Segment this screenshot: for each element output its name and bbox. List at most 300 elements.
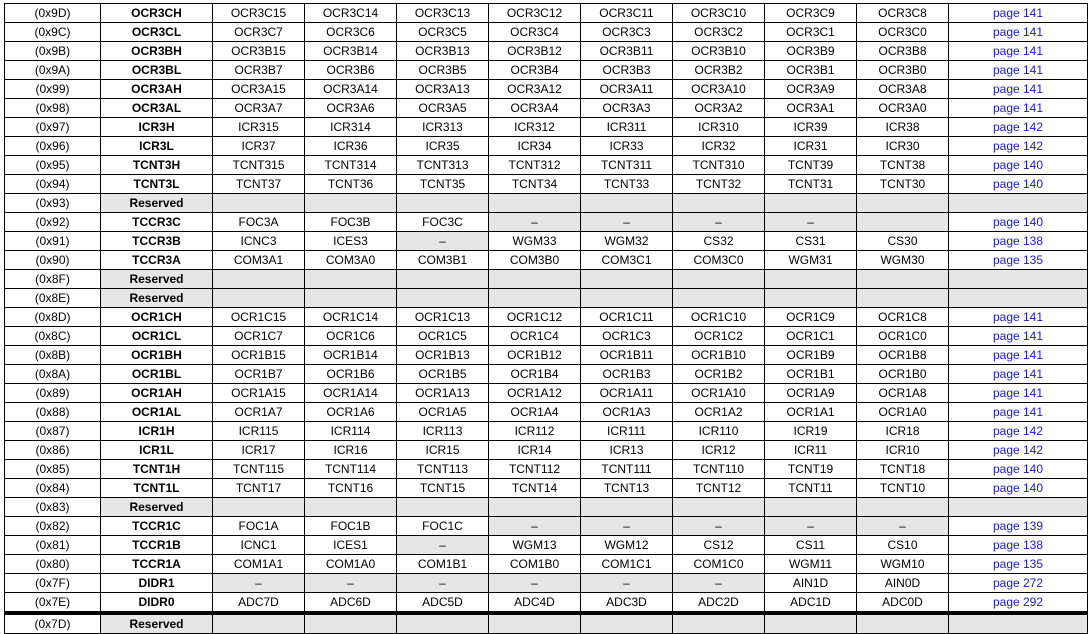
- bit-5: OCR3B5: [397, 61, 489, 80]
- register-address: (0x80): [5, 555, 101, 574]
- bit-1: TCNT19: [765, 460, 857, 479]
- bit-3: OCR1A3: [581, 403, 673, 422]
- page-link[interactable]: page 139: [992, 519, 1044, 533]
- bit-5: OCR3A13: [397, 80, 489, 99]
- page-reference[interactable]: [949, 42, 1088, 61]
- bit-5: ICR15: [397, 441, 489, 460]
- page-link[interactable]: page 142: [992, 139, 1044, 153]
- bit-5: COM3B1: [397, 251, 489, 270]
- bit-3: [581, 498, 673, 517]
- bit-3: ICR311: [581, 118, 673, 137]
- bit-2: CS12: [673, 536, 765, 555]
- bit-6: [305, 194, 397, 213]
- bit-6: OCR1A6: [305, 403, 397, 422]
- page-reference[interactable]: [949, 346, 1088, 365]
- bit-6: OCR1C6: [305, 327, 397, 346]
- bit-1: ICR39: [765, 118, 857, 137]
- register-name: ICR3L: [101, 137, 213, 156]
- bit-4: –: [489, 517, 581, 536]
- table-row: [5, 327, 1088, 346]
- bit-4: [489, 194, 581, 213]
- register-name: TCCR1C: [101, 517, 213, 536]
- bit-4: TCNT14: [489, 479, 581, 498]
- bit-6: OCR3A6: [305, 99, 397, 118]
- bit-6: TCNT36: [305, 175, 397, 194]
- page-reference[interactable]: [949, 536, 1088, 555]
- bit-2: COM1C0: [673, 555, 765, 574]
- register-name: OCR1AH: [101, 384, 213, 403]
- bit-7: [213, 498, 305, 517]
- page-reference[interactable]: [949, 365, 1088, 384]
- page-reference[interactable]: [949, 4, 1088, 23]
- page-link[interactable]: page 142: [992, 120, 1044, 134]
- bit-2: ICR110: [673, 422, 765, 441]
- bit-4: WGM13: [489, 536, 581, 555]
- bit-3: ICR111: [581, 422, 673, 441]
- bit-2: TCNT310: [673, 156, 765, 175]
- table-row: [5, 156, 1088, 175]
- bit-3: OCR1B11: [581, 346, 673, 365]
- register-name: OCR3CL: [101, 23, 213, 42]
- page-link[interactable]: page 141: [992, 101, 1044, 115]
- bit-1: OCR3C9: [765, 4, 857, 23]
- bit-7: ICR115: [213, 422, 305, 441]
- register-address: (0x93): [5, 194, 101, 213]
- bit-6: COM1A0: [305, 555, 397, 574]
- page-reference[interactable]: [949, 308, 1088, 327]
- table-row: [5, 232, 1088, 251]
- bit-5: [397, 194, 489, 213]
- bit-2: OCR1B10: [673, 346, 765, 365]
- register-address: (0x87): [5, 422, 101, 441]
- page-link[interactable]: page 141: [992, 367, 1044, 381]
- register-name: TCCR3A: [101, 251, 213, 270]
- bit-2: [673, 498, 765, 517]
- bit-2: ADC2D: [673, 593, 765, 614]
- page-link[interactable]: page 140: [992, 215, 1044, 229]
- page-reference[interactable]: [949, 118, 1088, 137]
- bit-0: OCR1C0: [857, 327, 949, 346]
- page-reference: [949, 613, 1088, 634]
- page-link[interactable]: page 142: [992, 424, 1044, 438]
- bit-2: OCR3A10: [673, 80, 765, 99]
- register-address: (0x95): [5, 156, 101, 175]
- bit-4: TCNT312: [489, 156, 581, 175]
- register-address: (0x8B): [5, 346, 101, 365]
- table-row: [5, 574, 1088, 593]
- register-name: OCR1CH: [101, 308, 213, 327]
- register-address: (0x7D): [5, 613, 101, 634]
- bit-6: TCNT16: [305, 479, 397, 498]
- bit-3: OCR3C11: [581, 4, 673, 23]
- page-reference[interactable]: [949, 479, 1088, 498]
- page-link[interactable]: page 141: [992, 63, 1044, 77]
- table-row: [5, 99, 1088, 118]
- bit-4: –: [489, 574, 581, 593]
- register-address: (0x9D): [5, 4, 101, 23]
- bit-2: OCR3B10: [673, 42, 765, 61]
- bit-5: ICR35: [397, 137, 489, 156]
- bit-1: CS11: [765, 536, 857, 555]
- register-address: (0x98): [5, 99, 101, 118]
- bit-0: TCNT10: [857, 479, 949, 498]
- bit-7: ICR315: [213, 118, 305, 137]
- bit-2: OCR1C10: [673, 308, 765, 327]
- bit-1: [765, 270, 857, 289]
- page-link[interactable]: page 140: [992, 177, 1044, 191]
- bit-7: TCNT17: [213, 479, 305, 498]
- table-row: [5, 498, 1088, 517]
- register-name: OCR1BL: [101, 365, 213, 384]
- bit-4: [489, 613, 581, 634]
- bit-0: WGM30: [857, 251, 949, 270]
- bit-6: [305, 270, 397, 289]
- bit-2: OCR3A2: [673, 99, 765, 118]
- page-reference[interactable]: [949, 61, 1088, 80]
- bit-7: OCR1C7: [213, 327, 305, 346]
- page-reference[interactable]: [949, 80, 1088, 99]
- bit-6: ICES1: [305, 536, 397, 555]
- bit-6: OCR3C14: [305, 4, 397, 23]
- bit-3: OCR3C3: [581, 23, 673, 42]
- bit-4: OCR1B12: [489, 346, 581, 365]
- bit-1: ADC1D: [765, 593, 857, 614]
- bit-0: WGM10: [857, 555, 949, 574]
- bit-7: OCR3B15: [213, 42, 305, 61]
- bit-5: OCR3B13: [397, 42, 489, 61]
- bit-1: [765, 498, 857, 517]
- bit-4: OCR3B4: [489, 61, 581, 80]
- page-reference[interactable]: [949, 327, 1088, 346]
- bit-3: [581, 270, 673, 289]
- bit-3: –: [581, 574, 673, 593]
- page-reference[interactable]: [949, 137, 1088, 156]
- page-link[interactable]: page 135: [992, 253, 1044, 267]
- register-address: (0x96): [5, 137, 101, 156]
- page-link[interactable]: page 138: [992, 538, 1044, 552]
- page-link[interactable]: page 140: [992, 462, 1044, 476]
- register-name: OCR3AL: [101, 99, 213, 118]
- bit-7: OCR3A15: [213, 80, 305, 99]
- register-name: TCNT3H: [101, 156, 213, 175]
- page-reference[interactable]: [949, 175, 1088, 194]
- register-address: (0x85): [5, 460, 101, 479]
- bit-1: [765, 289, 857, 308]
- register-name: TCCR3B: [101, 232, 213, 251]
- bit-6: [305, 613, 397, 634]
- bit-7: OCR1A15: [213, 384, 305, 403]
- page-reference[interactable]: [949, 156, 1088, 175]
- bit-2: ICR32: [673, 137, 765, 156]
- bit-4: ADC4D: [489, 593, 581, 614]
- table-row: [5, 384, 1088, 403]
- bit-3: [581, 613, 673, 634]
- bit-4: ICR34: [489, 137, 581, 156]
- bit-4: TCNT112: [489, 460, 581, 479]
- bit-0: [857, 213, 949, 232]
- table-row: [5, 346, 1088, 365]
- register-summary-table: [4, 3, 1088, 634]
- register-name: OCR1CL: [101, 327, 213, 346]
- register-address: (0x8D): [5, 308, 101, 327]
- bit-4: COM1B0: [489, 555, 581, 574]
- bit-5: COM1B1: [397, 555, 489, 574]
- table-row: [5, 4, 1088, 23]
- register-name: OCR3CH: [101, 4, 213, 23]
- register-address: (0x91): [5, 232, 101, 251]
- page-link[interactable]: page 141: [992, 25, 1044, 39]
- bit-4: [489, 289, 581, 308]
- table-row: [5, 517, 1088, 536]
- page-link[interactable]: page 138: [992, 234, 1044, 248]
- bit-4: OCR3C4: [489, 23, 581, 42]
- register-name: OCR1BH: [101, 346, 213, 365]
- page-reference[interactable]: [949, 99, 1088, 118]
- bit-0: AIN0D: [857, 574, 949, 593]
- page-reference[interactable]: [949, 441, 1088, 460]
- bit-4: OCR1A4: [489, 403, 581, 422]
- page-link[interactable]: page 141: [992, 405, 1044, 419]
- bit-1: OCR3C1: [765, 23, 857, 42]
- page-link[interactable]: page 141: [992, 6, 1044, 20]
- register-name: OCR3BL: [101, 61, 213, 80]
- bit-4: OCR3A4: [489, 99, 581, 118]
- register-address: (0x90): [5, 251, 101, 270]
- bit-2: –: [673, 517, 765, 536]
- page-reference[interactable]: [949, 213, 1088, 232]
- register-address: (0x97): [5, 118, 101, 137]
- bit-0: CS30: [857, 232, 949, 251]
- table-row: [5, 555, 1088, 574]
- page-link[interactable]: page 141: [992, 386, 1044, 400]
- page-link[interactable]: page 142: [992, 443, 1044, 457]
- register-address: (0x9B): [5, 42, 101, 61]
- bit-1: ICR19: [765, 422, 857, 441]
- bit-6: OCR1A14: [305, 384, 397, 403]
- bit-2: OCR1C2: [673, 327, 765, 346]
- page-reference[interactable]: [949, 403, 1088, 422]
- register-address: (0x9A): [5, 61, 101, 80]
- register-name: TCNT1H: [101, 460, 213, 479]
- bit-5: –: [397, 232, 489, 251]
- bit-3: OCR1C11: [581, 308, 673, 327]
- bit-7: COM1A1: [213, 555, 305, 574]
- bit-0: TCNT18: [857, 460, 949, 479]
- register-address: (0x8C): [5, 327, 101, 346]
- bit-3: ADC3D: [581, 593, 673, 614]
- bit-6: ICES3: [305, 232, 397, 251]
- bit-3: TCNT33: [581, 175, 673, 194]
- page-reference[interactable]: [949, 251, 1088, 270]
- register-name: TCCR1B: [101, 536, 213, 555]
- bit-0: ADC0D: [857, 593, 949, 614]
- bit-7: [213, 194, 305, 213]
- bit-5: OCR1A13: [397, 384, 489, 403]
- page-reference[interactable]: [949, 384, 1088, 403]
- bit-5: OCR1C5: [397, 327, 489, 346]
- bit-0: OCR3C0: [857, 23, 949, 42]
- page-link[interactable]: page 272: [992, 576, 1044, 590]
- bit-6: TCNT314: [305, 156, 397, 175]
- page-link[interactable]: page 141: [992, 329, 1044, 343]
- bit-3: OCR3B3: [581, 61, 673, 80]
- bit-2: [673, 194, 765, 213]
- page-reference[interactable]: [949, 422, 1088, 441]
- bit-4: ICR14: [489, 441, 581, 460]
- bit-3: OCR1B3: [581, 365, 673, 384]
- page-reference[interactable]: [949, 23, 1088, 42]
- bit-0: OCR1A0: [857, 403, 949, 422]
- bit-7: OCR3B7: [213, 61, 305, 80]
- bit-1: [765, 613, 857, 634]
- register-name: TCNT1L: [101, 479, 213, 498]
- page-link[interactable]: page 140: [992, 158, 1044, 172]
- bit-1: OCR3B1: [765, 61, 857, 80]
- bit-7: OCR3C7: [213, 23, 305, 42]
- bit-1: CS31: [765, 232, 857, 251]
- bit-7: OCR1C15: [213, 308, 305, 327]
- bit-4: OCR1A12: [489, 384, 581, 403]
- bit-4: OCR3C12: [489, 4, 581, 23]
- table-row: [5, 460, 1088, 479]
- register-address: (0x82): [5, 517, 101, 536]
- register-name: TCCR3C: [101, 213, 213, 232]
- bit-5: OCR3C13: [397, 4, 489, 23]
- table-row: [5, 80, 1088, 99]
- page-reference[interactable]: [949, 555, 1088, 574]
- bit-0: OCR1A8: [857, 384, 949, 403]
- bit-3: [581, 289, 673, 308]
- bit-2: OCR3B2: [673, 61, 765, 80]
- bit-2: CS32: [673, 232, 765, 251]
- register-address: (0x89): [5, 384, 101, 403]
- page-link[interactable]: page 141: [992, 82, 1044, 96]
- bit-7: TCNT37: [213, 175, 305, 194]
- register-name: ICR1L: [101, 441, 213, 460]
- page-link[interactable]: page 141: [992, 310, 1044, 324]
- register-name: Reserved: [101, 289, 213, 308]
- page-link[interactable]: page 292: [992, 595, 1044, 609]
- bit-2: OCR3C2: [673, 23, 765, 42]
- bit-6: ICR114: [305, 422, 397, 441]
- bit-5: OCR3C5: [397, 23, 489, 42]
- bit-2: ICR310: [673, 118, 765, 137]
- page-reference: [949, 194, 1088, 213]
- bit-4: TCNT34: [489, 175, 581, 194]
- bit-6: [305, 289, 397, 308]
- page-link[interactable]: page 135: [992, 557, 1044, 571]
- bit-2: [673, 613, 765, 634]
- register-address: (0x9C): [5, 23, 101, 42]
- bit-3: WGM32: [581, 232, 673, 251]
- bit-0: [857, 289, 949, 308]
- table-row: [5, 270, 1088, 289]
- bit-0: [857, 613, 949, 634]
- bit-7: COM3A1: [213, 251, 305, 270]
- register-name: OCR1AL: [101, 403, 213, 422]
- page-link[interactable]: page 141: [992, 44, 1044, 58]
- bit-6: FOC1B: [305, 517, 397, 536]
- table-row: [5, 42, 1088, 61]
- bit-6: –: [305, 574, 397, 593]
- register-name: DIDR1: [101, 574, 213, 593]
- bit-1: ICR11: [765, 441, 857, 460]
- register-name: ICR1H: [101, 422, 213, 441]
- table-row: [5, 536, 1088, 555]
- register-name: OCR3AH: [101, 80, 213, 99]
- page-link[interactable]: page 140: [992, 481, 1044, 495]
- bit-3: OCR3A11: [581, 80, 673, 99]
- bit-0: TCNT30: [857, 175, 949, 194]
- bit-3: ICR33: [581, 137, 673, 156]
- bit-6: OCR3B6: [305, 61, 397, 80]
- register-address: (0x86): [5, 441, 101, 460]
- page-reference[interactable]: [949, 574, 1088, 593]
- bit-1: OCR3A9: [765, 80, 857, 99]
- table-row: [5, 194, 1088, 213]
- bit-1: OCR1A9: [765, 384, 857, 403]
- bit-7: OCR3C15: [213, 4, 305, 23]
- bit-6: ICR16: [305, 441, 397, 460]
- page-reference[interactable]: [949, 460, 1088, 479]
- register-address: (0x92): [5, 213, 101, 232]
- bit-0: OCR3C8: [857, 4, 949, 23]
- bit-4: –: [489, 213, 581, 232]
- table-row: [5, 23, 1088, 42]
- bit-5: [397, 613, 489, 634]
- page-link[interactable]: page 141: [992, 348, 1044, 362]
- bit-5: ICR313: [397, 118, 489, 137]
- bit-0: OCR1B0: [857, 365, 949, 384]
- bit-0: ICR30: [857, 137, 949, 156]
- bit-7: TCNT315: [213, 156, 305, 175]
- bit-1: –: [765, 213, 857, 232]
- bit-1: OCR1C9: [765, 308, 857, 327]
- bit-1: OCR1B9: [765, 346, 857, 365]
- bit-0: –: [857, 517, 949, 536]
- bit-4: OCR3A12: [489, 80, 581, 99]
- bit-6: OCR1B6: [305, 365, 397, 384]
- table-row: [5, 175, 1088, 194]
- page-reference[interactable]: [949, 517, 1088, 536]
- bit-7: ICNC3: [213, 232, 305, 251]
- table-row: [5, 137, 1088, 156]
- bit-4: WGM33: [489, 232, 581, 251]
- bit-4: ICR312: [489, 118, 581, 137]
- bit-2: OCR1B2: [673, 365, 765, 384]
- page-reference[interactable]: [949, 232, 1088, 251]
- table-row: [5, 308, 1088, 327]
- bit-4: ICR112: [489, 422, 581, 441]
- bit-5: OCR1A5: [397, 403, 489, 422]
- page-reference[interactable]: [949, 593, 1088, 614]
- bit-1: TCNT31: [765, 175, 857, 194]
- table-row: [5, 61, 1088, 80]
- bit-5: –: [397, 574, 489, 593]
- bit-5: FOC3C: [397, 213, 489, 232]
- table-row: [5, 593, 1088, 614]
- register-address: (0x7E): [5, 593, 101, 614]
- bit-7: –: [213, 574, 305, 593]
- register-address: (0x81): [5, 536, 101, 555]
- bit-4: [489, 498, 581, 517]
- bit-5: OCR3A5: [397, 99, 489, 118]
- bit-3: COM1C1: [581, 555, 673, 574]
- bit-5: TCNT15: [397, 479, 489, 498]
- bit-7: [213, 613, 305, 634]
- bit-2: [673, 289, 765, 308]
- bit-5: FOC1C: [397, 517, 489, 536]
